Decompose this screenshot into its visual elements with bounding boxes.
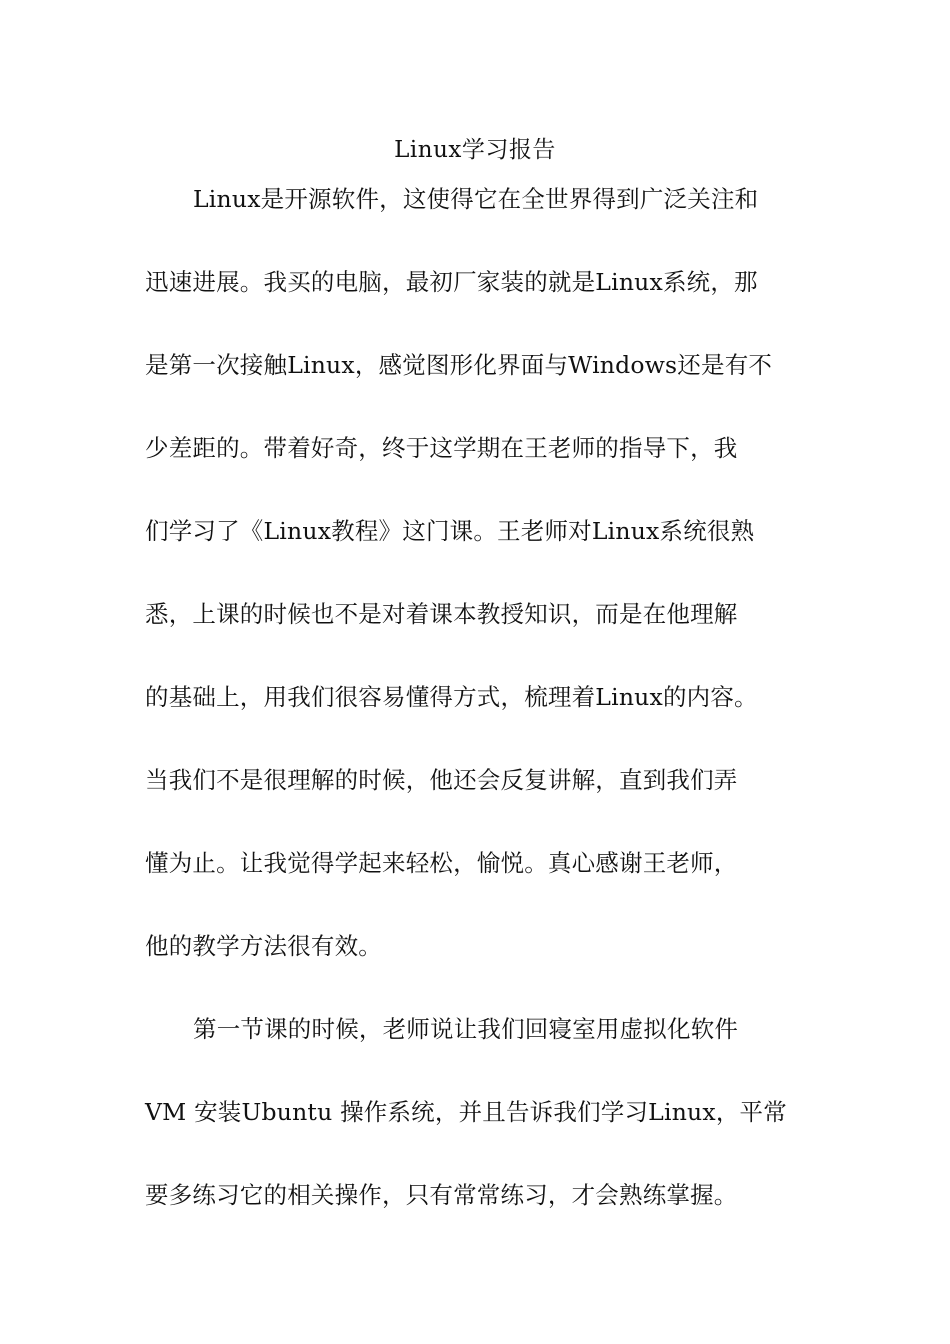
- paragraph-2-line-2: VM 安装Ubuntu 操作系统，并且告诉我们学习Linux，平常: [145, 1098, 787, 1126]
- paragraph-2-line-1: 第一节课的时候，老师说让我们回寝室用虚拟化软件: [193, 1015, 739, 1043]
- paragraph-1-line-8: 当我们不是很理解的时候，他还会反复讲解，直到我们弄: [145, 766, 738, 794]
- paragraph-1-line-2: 迅速进展。我买的电脑，最初厂家装的就是Linux系统，那: [145, 268, 758, 296]
- paragraph-1-line-10: 他的教学方法很有效。: [145, 932, 382, 960]
- paragraph-1-line-6: 悉，上课的时候也不是对着课本教授知识，而是在他理解: [145, 600, 738, 628]
- document-title: Linux学习报告: [394, 137, 556, 163]
- paragraph-1-line-5: 们学习了《Linux教程》这门课。王老师对Linux系统很熟: [145, 517, 755, 545]
- paragraph-1-line-9: 懂为止。让我觉得学起来轻松，愉悦。真心感谢王老师，: [145, 849, 738, 877]
- paragraph-1-line-1: Linux是开源软件，这使得它在全世界得到广泛关注和: [193, 185, 759, 213]
- paragraph-1-line-7: 的基础上，用我们很容易懂得方式，梳理着Linux的内容。: [145, 683, 758, 711]
- paragraph-2-line-3: 要多练习它的相关操作，只有常常练习，才会熟练掌握。: [145, 1181, 738, 1209]
- paragraph-1-line-4: 少差距的。带着好奇，终于这学期在王老师的指导下，我: [145, 434, 738, 462]
- document-body: [145, 180, 807, 1259]
- paragraph-1-line-3: 是第一次接触Linux，感觉图形化界面与Windows还是有不: [145, 351, 773, 379]
